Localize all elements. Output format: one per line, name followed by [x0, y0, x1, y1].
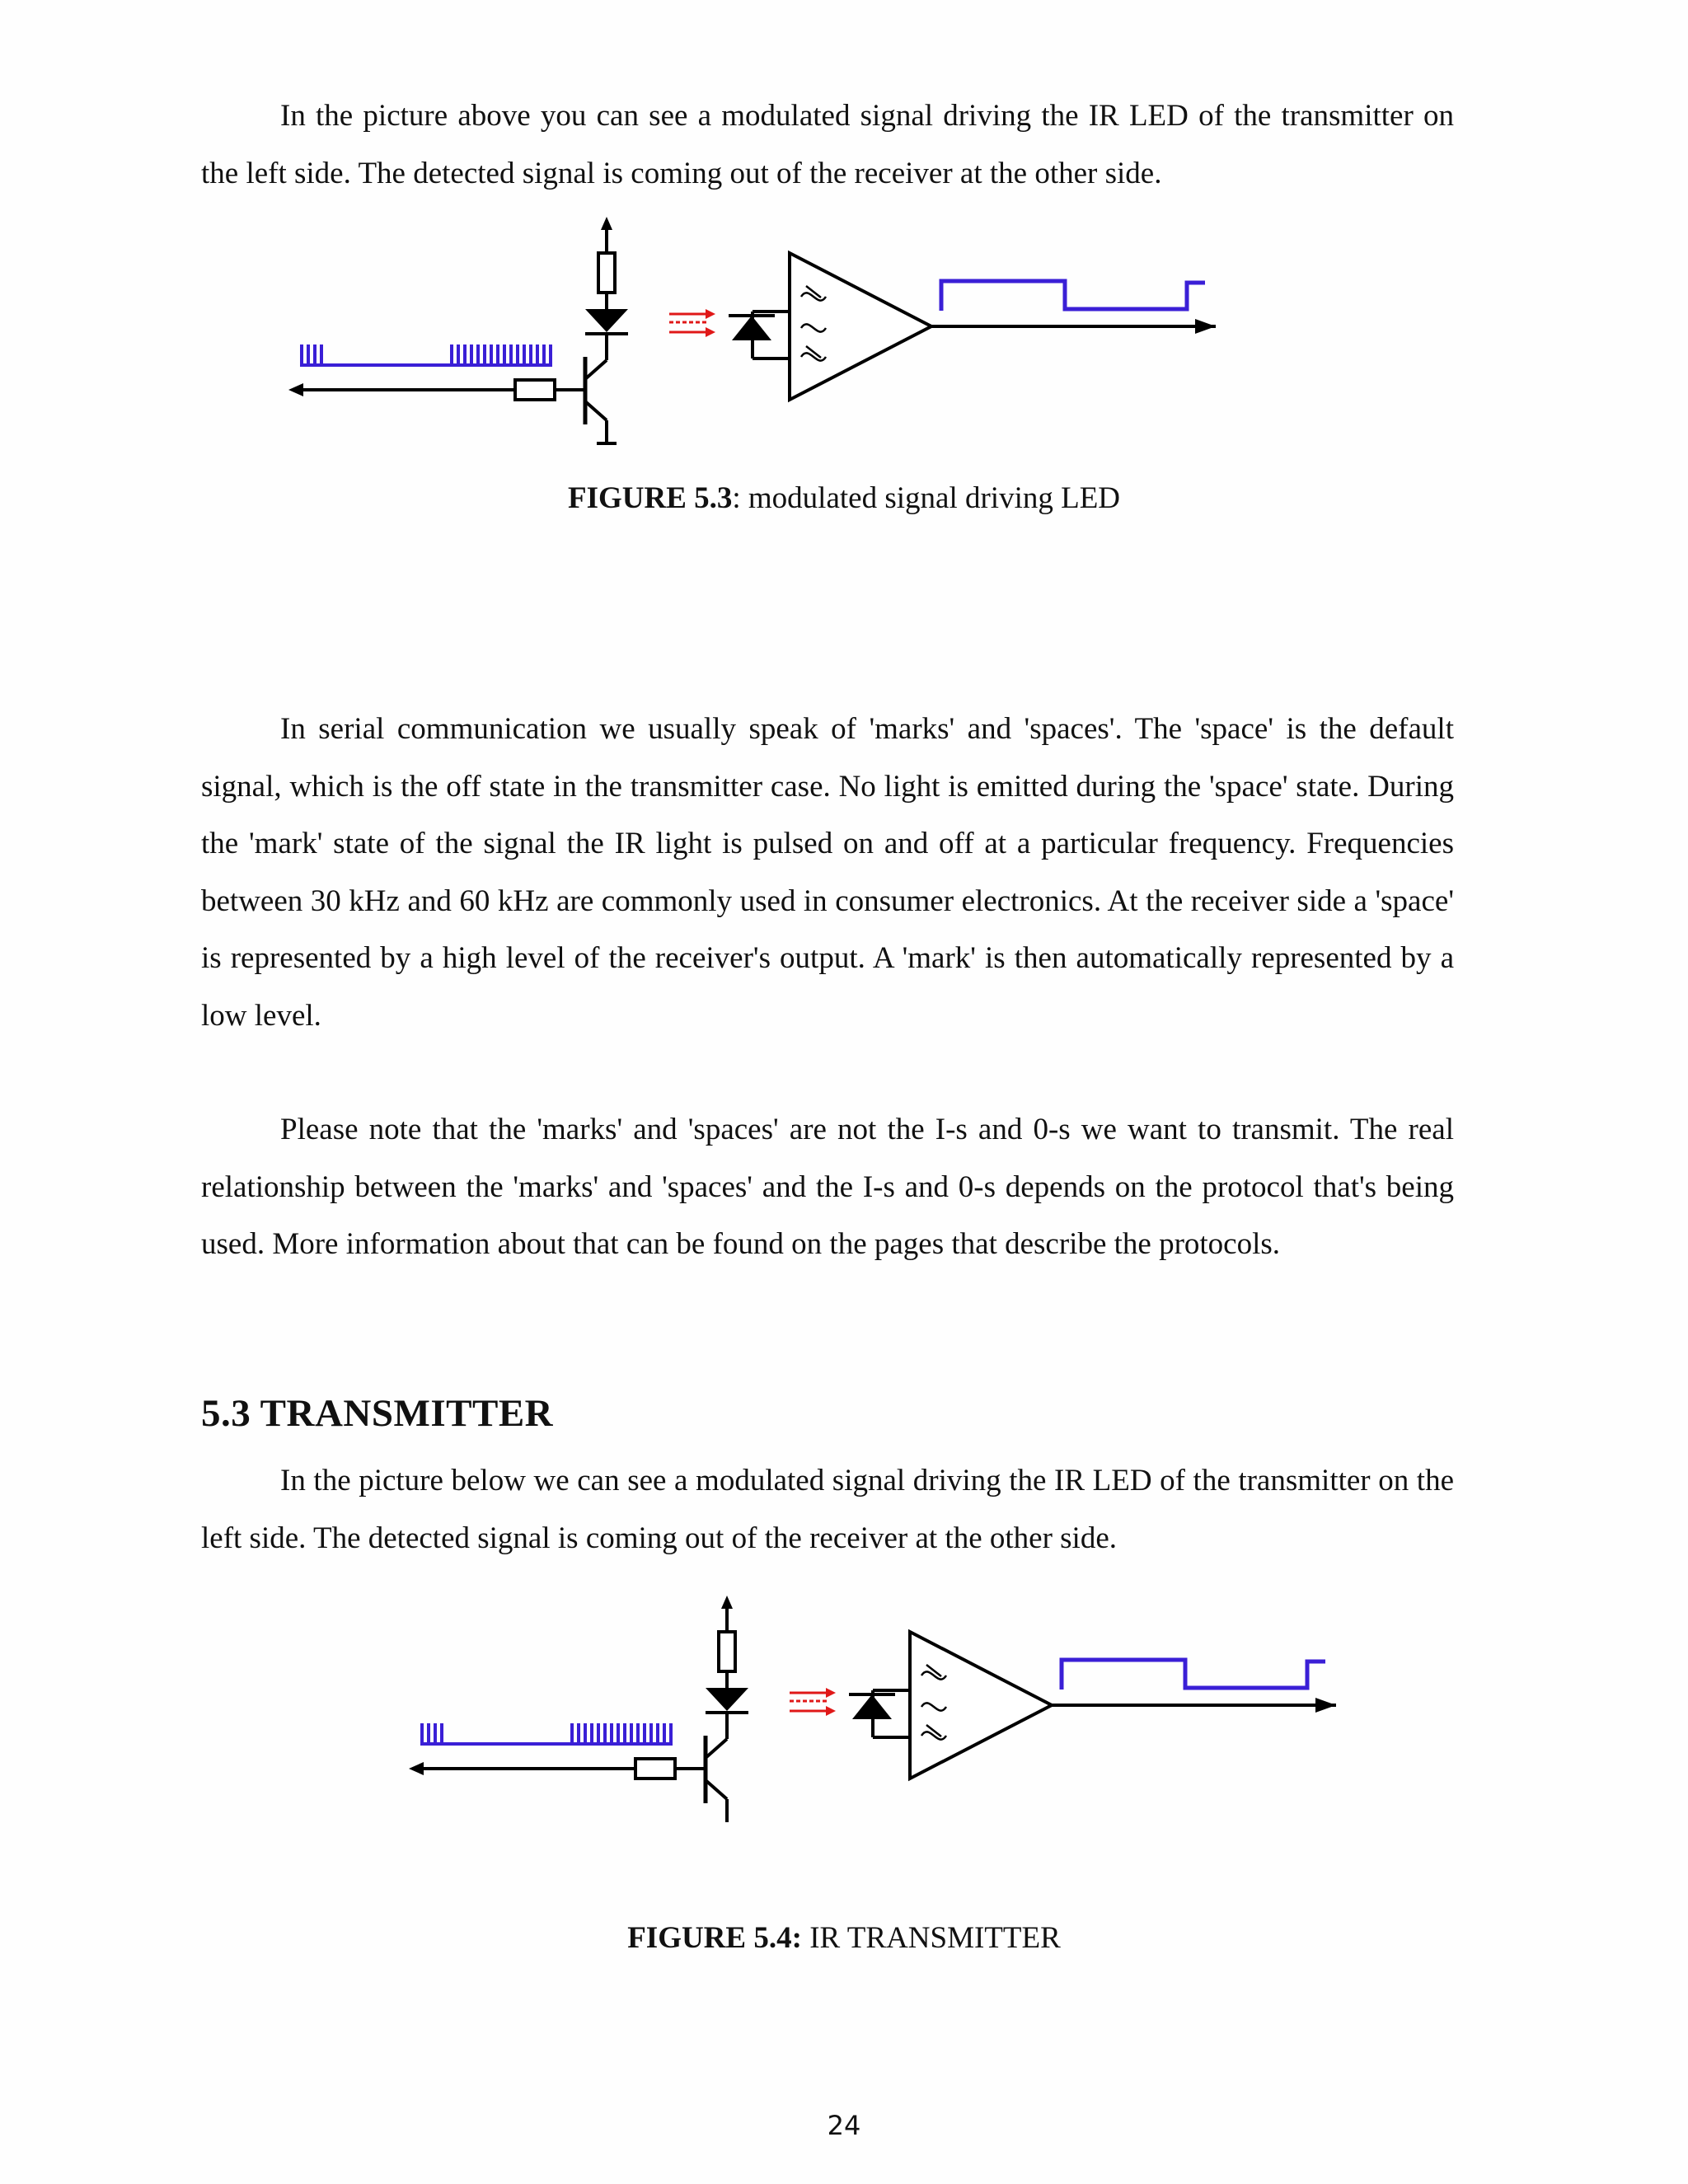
ir-led — [585, 309, 628, 332]
figure-caption-1 — [0, 480, 1688, 516]
ir-circuit-diagram-1 — [280, 210, 1236, 457]
ir-circuit-diagram-2 — [401, 1589, 1357, 1836]
supply-arrow — [601, 217, 612, 230]
figure-text: : modulated signal driving LED — [732, 481, 1121, 515]
transmitter-paragraph: In the picture below we can see a modulated signal driving the IR LED of the transmitter on the left side. The detected signal is coming out of the receiver at the other side. — [201, 1464, 1454, 1555]
base-resistor — [515, 380, 555, 400]
ir-light-arrows — [669, 309, 715, 337]
protocol-note-paragraph: Please note that the 'marks' and 'spaces' are not the I-s and 0-s we want to transmit. The real relationship between the 'marks' and 'spaces' and the I-s and 0-s depends on the protocol that's being used. More information about that can be found on the pages that describe the protocols. — [201, 1113, 1454, 1261]
figure-label: FIGURE 5.3 — [567, 481, 733, 515]
circuit-group — [288, 217, 1216, 443]
output-arrow — [1195, 319, 1216, 334]
section-heading: 5.3 TRANSMITTER — [201, 1392, 554, 1435]
photodiode — [732, 316, 771, 340]
figure-label: FIGURE 5.4: — [627, 1921, 802, 1955]
figure-caption-2 — [0, 1920, 1688, 1956]
page-number: 24 — [827, 2110, 861, 2141]
detected-output-signal — [941, 281, 1205, 311]
intro-paragraph: In the picture above you can see a modulated signal driving the IR LED of the transmitter on the left side. The detected signal is coming out of the receiver at the other side. — [201, 99, 1454, 190]
figure-text: IR TRANSMITTER — [801, 1921, 1061, 1955]
led-resistor — [598, 253, 615, 293]
marks-spaces-paragraph: In serial communication we usually speak of 'marks' and 'spaces'. The 'space' is the default signal, which is the off state in the transmitter case. No light is emitted during the 'space' state. During the 'mark' state of the signal the IR light is pulsed on and off at a particular frequency. Frequencies between 30 kHz and 60 kHz are commonly used in consumer electronics. At the receiver side a 'space' is represented by a high level of the receiver's output. A 'mark' is then automatically represented by a low level. — [201, 712, 1454, 1033]
modulated-input-signal — [300, 344, 552, 365]
